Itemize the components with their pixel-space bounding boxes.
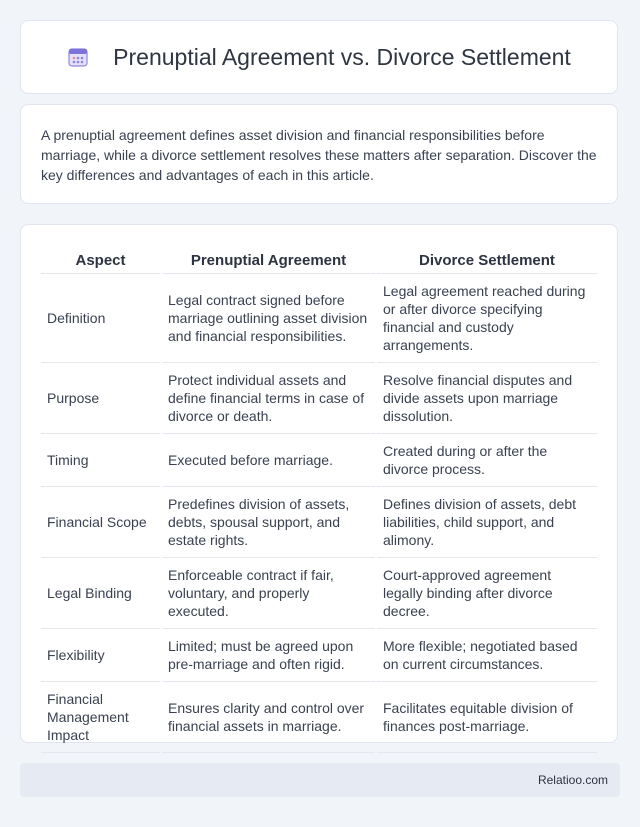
divorce-cell: Facilitates equitable division of finances post-marriage. [377, 682, 597, 753]
prenup-cell: Legal contract signed before marriage outlining asset division and financial responsibilities. [162, 274, 375, 363]
aspect-cell: Timing [41, 434, 160, 487]
footer-brand: Relatioo.com [537, 773, 608, 787]
divorce-cell: Resolve financial disputes and divide assets upon marriage dissolution. [377, 363, 597, 434]
aspect-cell: Financial Scope [41, 487, 160, 558]
divorce-cell: Court-approved agreement legally binding after divorce decree. [377, 558, 597, 629]
table-header-row [41, 247, 597, 274]
table-row [41, 363, 597, 434]
prenup-cell: Protect individual assets and define financial terms in case of divorce or death. [162, 363, 375, 434]
table-row [41, 487, 597, 558]
table-row [41, 558, 597, 629]
intro-card [20, 104, 618, 204]
table-row [41, 629, 597, 682]
table-row [41, 682, 597, 753]
aspect-cell: Purpose [41, 363, 160, 434]
divorce-cell: More flexible; negotiated based on current circumstances. [377, 629, 597, 682]
calendar-icon [67, 46, 89, 68]
aspect-cell: Definition [41, 274, 160, 363]
prenup-cell: Executed before marriage. [162, 434, 375, 487]
prenup-cell: Limited; must be agreed upon pre-marriage and often rigid. [162, 629, 375, 682]
footer [20, 763, 620, 797]
prenup-cell: Enforceable contract if fair, voluntary, and properly executed. [162, 558, 375, 629]
aspect-cell: Legal Binding [41, 558, 160, 629]
divorce-cell: Defines division of assets, debt liabilities, child support, and alimony. [377, 487, 597, 558]
table-row [41, 434, 597, 487]
table-row [41, 274, 597, 363]
prenup-cell: Predefines division of assets, debts, spousal support, and estate rights. [162, 487, 375, 558]
prenup-cell: Ensures clarity and control over financial assets in marriage. [162, 682, 375, 753]
column-header-divorce: Divorce Settlement [377, 247, 597, 274]
divorce-cell: Legal agreement reached during or after divorce specifying financial and custody arrangements. [377, 274, 597, 363]
title-card [20, 20, 618, 94]
aspect-cell: Flexibility [41, 629, 160, 682]
comparison-table [39, 247, 599, 753]
column-header-aspect: Aspect [41, 247, 160, 274]
aspect-cell: Financial Management Impact [41, 682, 160, 753]
comparison-card [20, 224, 618, 743]
column-header-prenuptial: Prenuptial Agreement [162, 247, 375, 274]
intro-text: A prenuptial agreement defines asset division and financial responsibilities before marriage, while a divorce settlement resolves these matters after separation. Discover the key differences and advantages of each in this article. [41, 127, 597, 183]
page-title: Prenuptial Agreement vs. Divorce Settlement [113, 43, 571, 70]
divorce-cell: Created during or after the divorce process. [377, 434, 597, 487]
